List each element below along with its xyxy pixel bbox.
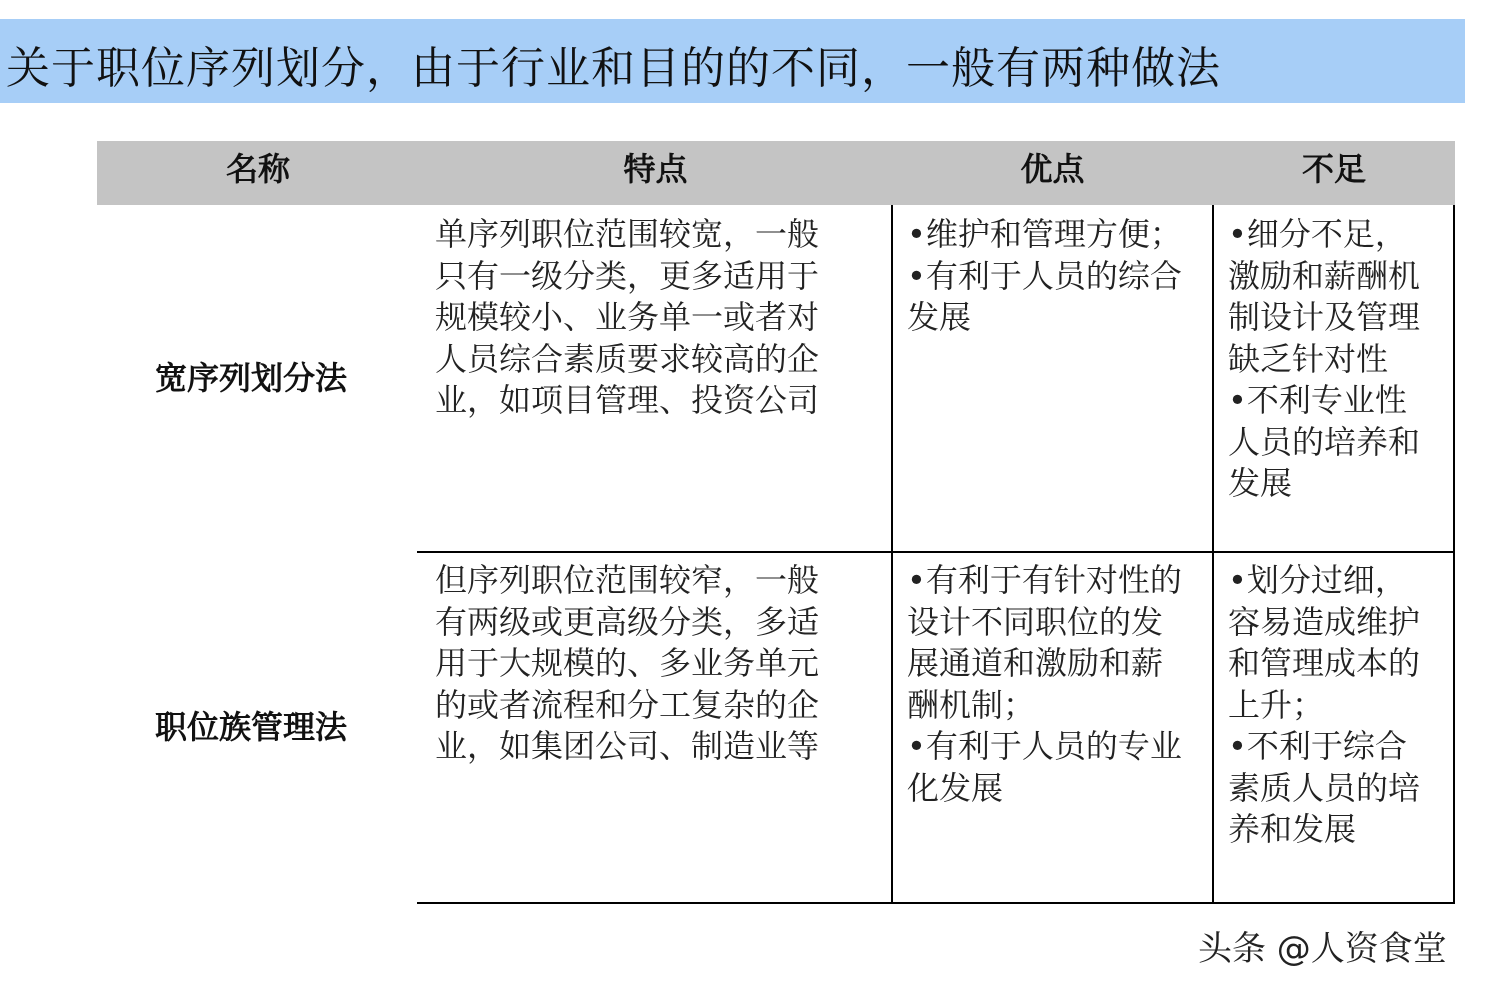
text-line: •有利于有针对性的 [907,561,1182,599]
text-line: 发展 [907,298,972,336]
text-line: 业，如集团公司、制造业等 [435,727,820,765]
text-line: 规模较小、业务单一或者对 [435,298,820,336]
text-line: 发展 [1228,464,1293,502]
text-line: •不利专业性 [1228,381,1407,419]
divider [417,551,1455,553]
table-header [97,141,1455,205]
text-line: 但序列职位范围较窄，一般 [435,561,820,599]
divider [1212,205,1214,903]
text-line: 上升； [1228,685,1325,724]
text-line: 激励和薪酬机 [1228,256,1421,295]
text-line: 养和发展 [1228,810,1357,848]
title-banner [0,19,1465,103]
advantages-cell [907,214,1182,339]
text-line: 和管理成本的 [1228,644,1421,682]
header-name: 名称 [225,150,290,188]
disadvantages-cell [1228,560,1420,851]
text-line: 化发展 [907,768,1004,807]
row-name: 职位族管理法 [155,708,348,746]
header-advantages: 优点 [1020,150,1085,188]
features-cell [435,214,819,422]
disadvantages-cell [1228,214,1420,505]
divider [417,902,1455,904]
divider [1453,205,1455,903]
text-line: 有两级或更高级分类，多适 [435,602,820,641]
text-line: 用于大规模的、多业务单元 [435,644,820,682]
text-line: 素质人员的培 [1228,768,1421,807]
text-line: 单序列职位范围较宽，一般 [435,215,820,253]
text-line: 设计不同职位的发 [907,602,1164,641]
text-line: 制设计及管理 [1228,298,1421,336]
row-name: 宽序列划分法 [155,359,348,397]
text-line: •细分不足， [1228,215,1407,253]
text-line: •不利于综合 [1228,727,1407,765]
divider [891,205,893,903]
text-line: 业，如项目管理、投资公司 [435,381,820,419]
text-line: 展通道和激励和薪 [907,644,1164,682]
header-features: 特点 [623,150,688,188]
text-line: 缺乏针对性 [1228,339,1389,378]
text-line: •维护和管理方便； [907,215,1182,253]
text-line: 的或者流程和分工复杂的企 [435,685,820,724]
text-line: 容易造成维护 [1228,602,1421,641]
page-title: 关于职位序列划分，由于行业和目的的不同，一般有两种做法 [6,43,1221,94]
text-line: •有利于人员的综合 [907,256,1182,295]
text-line: 酬机制； [907,685,1036,724]
text-line: •有利于人员的专业 [907,727,1182,765]
advantages-cell [907,560,1182,809]
watermark: 头条 @人资食堂 [1198,929,1447,969]
features-cell [435,560,819,768]
header-disadvantages: 不足 [1301,150,1366,188]
text-line: 人员的培养和 [1228,422,1421,461]
text-line: 人员综合素质要求较高的企 [435,339,820,378]
text-line: 只有一级分类，更多适用于 [435,256,820,295]
text-line: •划分过细， [1228,561,1407,599]
